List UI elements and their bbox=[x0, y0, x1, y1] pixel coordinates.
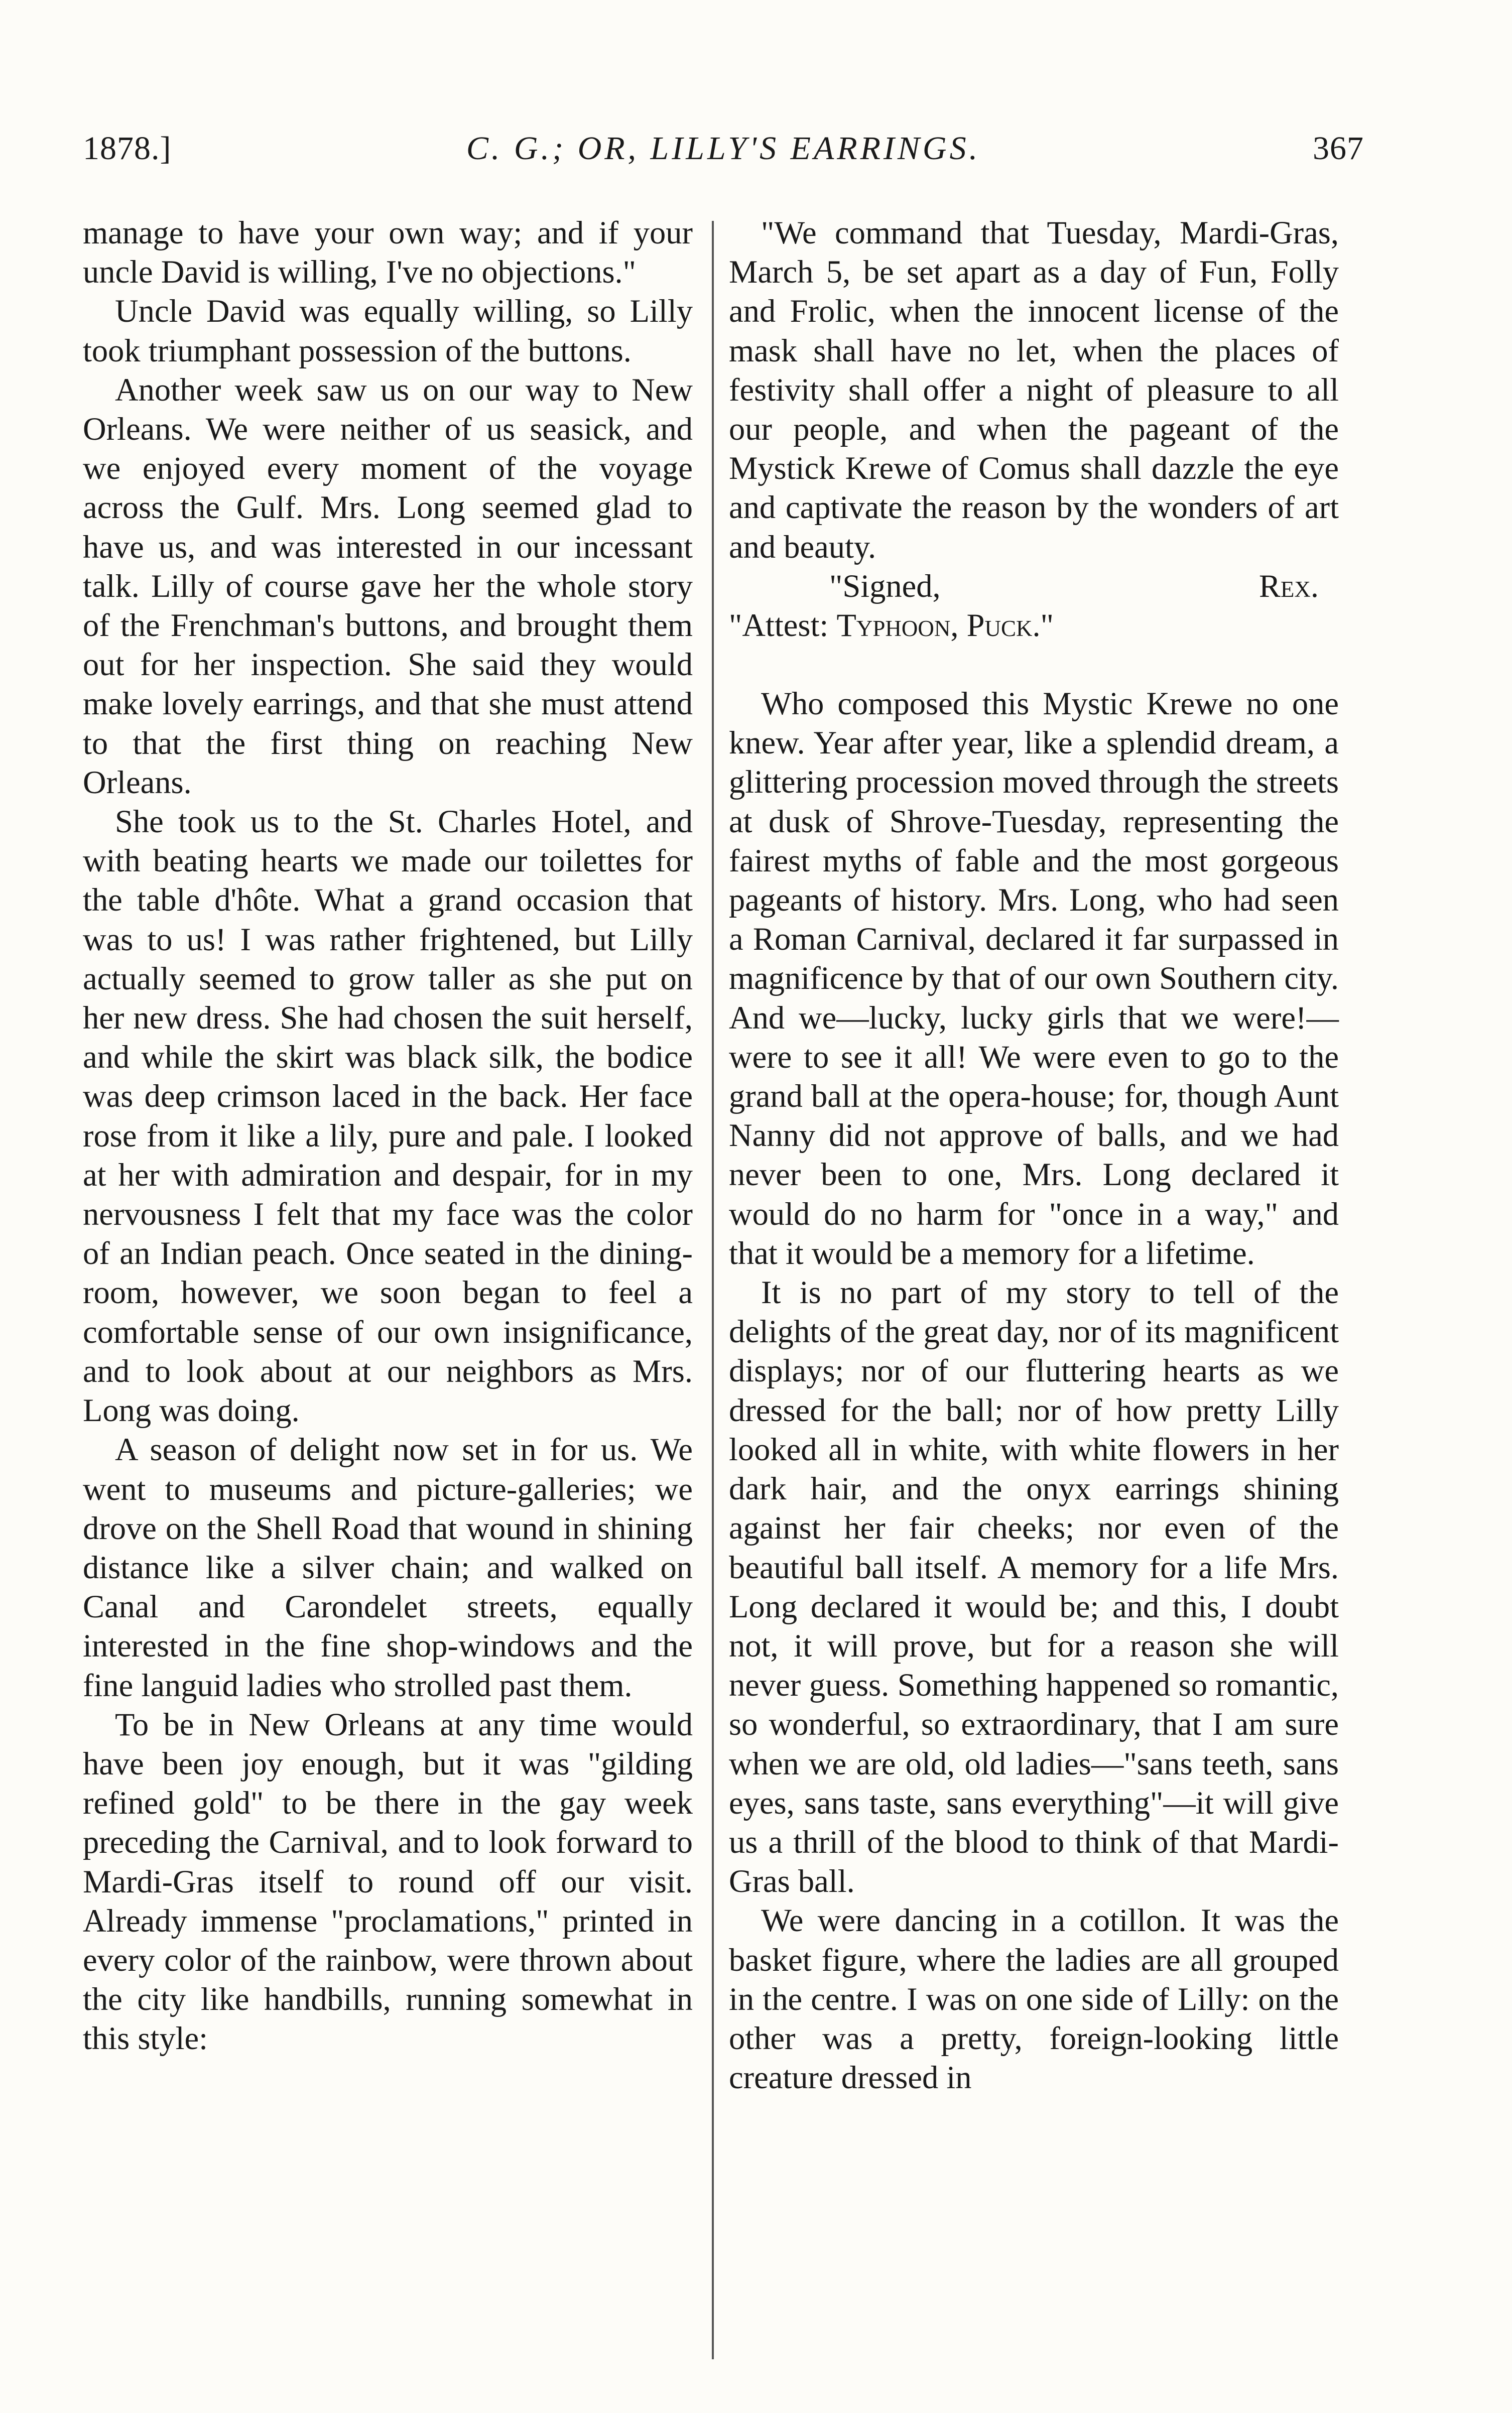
running-head bbox=[83, 130, 1364, 180]
signature-line bbox=[729, 567, 1339, 606]
attest-line bbox=[729, 606, 1339, 645]
paragraph: It is no part of my story to tell of the delights of the great day, nor of its magnificent displays; nor of our fluttering hearts as we dressed for the ball; nor of how pretty Lilly looked all in white, with white flowers in her dark hair, and the onyx earrings shining against her fair cheeks; nor even of the beautiful ball itself. A memory for a life Mrs. Long declared it would be; and this, I doubt not, it will prove, but for a reason she will never guess. Something happened so romantic, so wonderful, so extraordinary, that I am sure when we are old, old ladies—"sans teeth, sans eyes, sans taste, sans everything"—it will give us a thrill of the blood to think of that Mardi-Gras ball. bbox=[729, 1275, 1339, 1899]
paragraph: A season of delight now set in for us. We went to museums and picture-galleries; we drove on the Shell Road that wound in shining distance like a silver chain; and walked on Canal and Carondelet streets, equally interested in the fine shop-windows and the fine languid ladies who strolled past them. bbox=[83, 1432, 693, 1703]
paragraph: Who composed this Mystic Krewe no one knew. Year after year, like a splendid dream, a glittering procession moved through the streets at dusk of Shrove-Tuesday, representing the fairest myths of fable and the most gorgeous pageants of history. Mrs. Long, who had seen a Roman Carnival, declared it far surpassed in magnificence by that of our own Southern city. And we—lucky, lucky girls that we were!—were to see it all! We were even to go to the grand ball at the opera-house; for, though Aunt Nanny did not approve of balls, and we had never been to one, Mrs. Long declared it would do no harm for "once in a way," and that it would be a memory for a lifetime. bbox=[729, 686, 1339, 1271]
right-column bbox=[729, 213, 1339, 2372]
paragraph: We were dancing in a cotillon. It was the basket figure, where the ladies are all grouped in the centre. I was on one side of Lilly: on the other was a pretty, foreign-looking little creature dressed in bbox=[729, 1902, 1339, 2096]
page-number: 367 bbox=[1313, 130, 1364, 167]
signed-name: Rex. bbox=[1258, 568, 1319, 604]
paragraph: manage to have your own way; and if your uncle David is willing, I've no objections." bbox=[83, 215, 693, 290]
header-title: C. G.; OR, LILLY'S EARRINGS. bbox=[466, 130, 981, 167]
paragraph: She took us to the St. Charles Hotel, and with beating hearts we made our toilettes for the table d'hôte. What a grand occasion that was to us! I was rather frightened, but Lilly actually seemed to grow taller as she put on her new dress. She had chosen the suit herself, and while the skirt was black silk, the bodice was deep crimson laced in the back. Her face rose from it like a lily, pure and pale. I looked at her with admiration and despair, for in my nervousness I felt that my face was the color of an Indian peach. Once seated in the dining-room, however, we soon began to feel a comfortable sense of our own insignificance, and to look about at our neighbors as Mrs. Long was doing. bbox=[83, 804, 693, 1429]
signed-label: "Signed, bbox=[829, 568, 941, 604]
paragraph: Uncle David was equally willing, so Lilly took triumphant possession of the buttons. bbox=[83, 293, 693, 368]
paragraph: Another week saw us on our way to New Orleans. We were neither of us seasick, and we enjoyed every moment of the voyage across the Gulf. Mrs. Long seemed glad to have us, and was interested in our incessant talk. Lilly of course gave her the whole story of the Frenchman's buttons, and brought them out for her inspection. She said they would make lovely earrings, and that she must attend to that the first thing on reaching New Orleans. bbox=[83, 371, 693, 800]
paragraph: To be in New Orleans at any time would have been joy enough, but it was "gilding refined gold" to be there in the gay week preceding the Carnival, and to look forward to Mardi-Gras itself to round off our visit. Already immense "proclamations," printed in every color of the rainbow, were thrown about the city like handbills, running somewhat in this style: bbox=[83, 1706, 693, 2057]
header-year: 1878.] bbox=[83, 130, 172, 167]
column-divider bbox=[712, 221, 714, 2359]
attest-label: "Attest: bbox=[729, 607, 837, 643]
section-gap bbox=[729, 645, 1339, 684]
left-column bbox=[83, 213, 693, 2372]
attest-names: Typhoon, Puck." bbox=[836, 607, 1054, 643]
proclamation-quote: "We command that Tuesday, Mardi-Gras, March 5, be set apart as a day of Fun, Folly and Frolic, when the innocent license of the mask shall have no let, when the places of festivity shall offer a night of pleasure to all our people, and when the pageant of the Mystick Krewe of Comus shall dazzle the eye and captivate the reason by the wonders of art and beauty. bbox=[729, 215, 1339, 565]
